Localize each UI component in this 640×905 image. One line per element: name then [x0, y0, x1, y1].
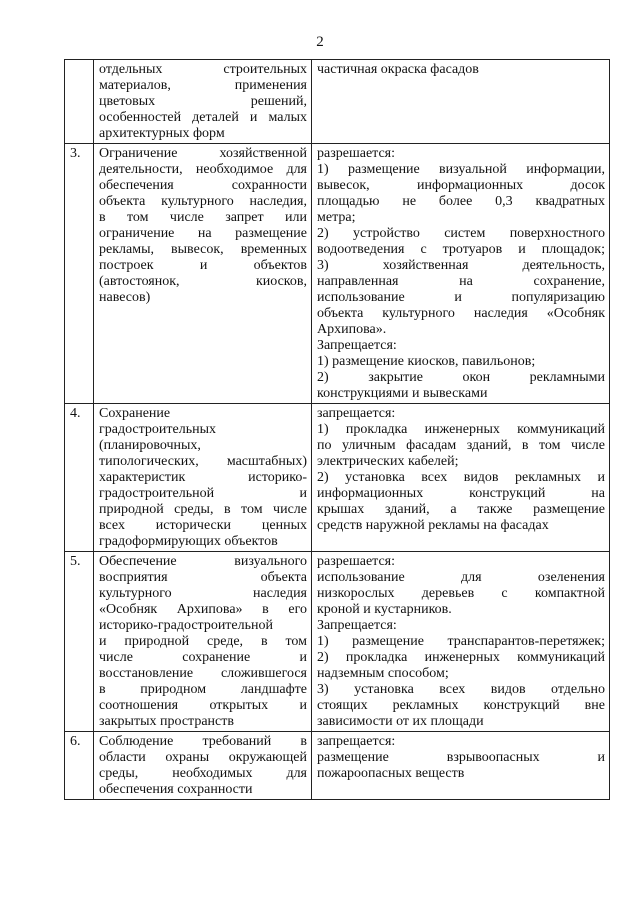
requirement-cell: [94, 732, 312, 800]
requirement-line: Обеспечение визуального: [99, 554, 307, 569]
regime-line: 3) установка всех видов отдельно: [317, 682, 605, 697]
regime-line: 1) размещение визуальной информации,: [317, 162, 605, 177]
requirement-line: Соблюдение требований в: [99, 734, 307, 749]
regime-line: 2) установка всех видов рекламных и: [317, 470, 605, 485]
requirement-line: обеспечения сохранности: [99, 178, 307, 193]
requirement-line: цветовых решений,: [99, 94, 307, 109]
requirement-line: соотношения открытых и: [99, 698, 307, 713]
regime-line: направленная на сохранение,: [317, 274, 605, 289]
requirement-line: навесов): [99, 290, 151, 305]
regime-line: низкорослых деревьев с компактной: [317, 586, 605, 601]
requirement-line: числе сохранение и: [99, 650, 307, 665]
requirement-line: объекта культурного наследия,: [99, 194, 307, 209]
regime-line: конструкциями и вывесками: [317, 386, 488, 401]
requirement-line: особенностей деталей и малых: [99, 110, 307, 125]
requirement-line: типологических, масштабных): [99, 454, 307, 469]
regime-line: 1) прокладка инженерных коммуникаций: [317, 422, 605, 437]
regime-line: 3) хозяйственная деятельность,: [317, 258, 605, 273]
regime-line: разрешается:: [317, 554, 395, 569]
requirement-line: градостроительной и: [99, 486, 307, 501]
regime-line: 1) размещение киосков, павильонов;: [317, 354, 536, 369]
row-number: 3.: [65, 144, 94, 404]
regime-line: Архипова».: [317, 322, 387, 337]
row-number: 4.: [65, 404, 94, 552]
regime-cell: [312, 552, 610, 732]
requirement-cell: [94, 552, 312, 732]
regime-cell: [312, 404, 610, 552]
regime-line: объекта культурного наследия «Особняк: [317, 306, 605, 321]
requirement-line: области охраны окружающей: [99, 750, 307, 765]
regime-cell: [312, 60, 610, 144]
regime-line: Запрещается:: [317, 618, 397, 633]
table-row: [65, 732, 610, 800]
requirement-line: градоформирующих объектов: [99, 534, 278, 549]
regime-line: информационных конструкций на: [317, 486, 605, 501]
requirement-line: в том числе запрет или: [99, 210, 307, 225]
requirement-line: среды, необходимых для: [99, 766, 307, 781]
requirement-line: ограничение на размещение: [99, 226, 307, 241]
requirement-line: характеристик историко-: [99, 470, 307, 485]
table-row: [65, 404, 610, 552]
regime-line: зависимости от их площади: [317, 714, 484, 729]
regime-line: метра;: [317, 210, 356, 225]
requirement-line: в природном ландшафте: [99, 682, 307, 697]
regime-line: использование и популяризацию: [317, 290, 605, 305]
requirement-cell: [94, 404, 312, 552]
requirement-line: (планировочных,: [99, 438, 201, 453]
requirement-line: и природной среде, в том: [99, 634, 307, 649]
regime-line: вывесок, информационных досок: [317, 178, 605, 193]
requirement-cell: [94, 60, 312, 144]
requirement-line: восстановление сложившегося: [99, 666, 307, 681]
regime-line: Запрещается:: [317, 338, 397, 353]
regime-line: 2) закрытие окон рекламными: [317, 370, 605, 385]
regime-line: по уличным фасадам зданий, в том числе: [317, 438, 605, 453]
requirement-line: построек и объектов: [99, 258, 307, 273]
requirement-line: закрытых пространств: [99, 714, 234, 729]
requirement-line: архитектурных форм: [99, 126, 225, 141]
row-number: 5.: [65, 552, 94, 732]
regime-line: размещение взрывоопасных и: [317, 750, 605, 765]
regime-line: крышах зданий, а также размещение: [317, 502, 605, 517]
requirement-line: всех исторически ценных: [99, 518, 307, 533]
table-row: [65, 60, 610, 144]
requirement-line: историко-градостроительной: [99, 618, 273, 633]
regime-line: электрических кабелей;: [317, 454, 459, 469]
regime-line: 2) прокладка инженерных коммуникаций: [317, 650, 605, 665]
requirement-line: культурного наследия: [99, 586, 307, 601]
requirement-line: отдельных строительных: [99, 62, 307, 77]
requirement-line: (автостоянок, киосков,: [99, 274, 307, 289]
regime-cell: [312, 144, 610, 404]
requirement-line: обеспечения сохранности: [99, 782, 253, 797]
regime-line: запрещается:: [317, 406, 396, 421]
regime-line: 2) устройство систем поверхностного: [317, 226, 605, 241]
requirement-line: деятельности, необходимое для: [99, 162, 307, 177]
requirement-line: природной среды, в том числе: [99, 502, 307, 517]
regime-line: частичная окраска фасадов: [317, 62, 479, 77]
regime-cell: [312, 732, 610, 800]
requirement-line: Сохранение: [99, 406, 171, 421]
requirement-line: Ограничение хозяйственной: [99, 146, 307, 161]
regime-line: использование для озеленения: [317, 570, 605, 585]
requirement-line: материалов, применения: [99, 78, 307, 93]
page-number: 2: [316, 34, 324, 50]
regime-line: стоящих рекламных конструкций вне: [317, 698, 605, 713]
requirement-line: «Особняк Архипова» в его: [99, 602, 307, 617]
regime-line: кроной и кустарников.: [317, 602, 452, 617]
regime-line: средств наружной рекламы на фасадах: [317, 518, 549, 533]
regime-line: водоотведения с тротуаров и площадок;: [317, 242, 605, 257]
regime-line: пожароопасных веществ: [317, 766, 465, 781]
regime-line: запрещается:: [317, 734, 396, 749]
requirement-line: рекламы, вывесок, временных: [99, 242, 307, 257]
requirement-line: градостроительных: [99, 422, 217, 437]
table-body: [65, 60, 610, 800]
table-row: [65, 144, 610, 404]
regime-line: площадью не более 0,3 квадратных: [317, 194, 605, 209]
requirement-cell: [94, 144, 312, 404]
row-number: [65, 60, 94, 144]
regulations-table: [64, 59, 610, 800]
table-row: [65, 552, 610, 732]
requirement-line: восприятия объекта: [99, 570, 307, 585]
regime-line: надземным способом;: [317, 666, 449, 681]
regime-line: 1) размещение транспарантов-перетяжек;: [317, 634, 605, 649]
regime-line: разрешается:: [317, 146, 395, 161]
row-number: 6.: [65, 732, 94, 800]
